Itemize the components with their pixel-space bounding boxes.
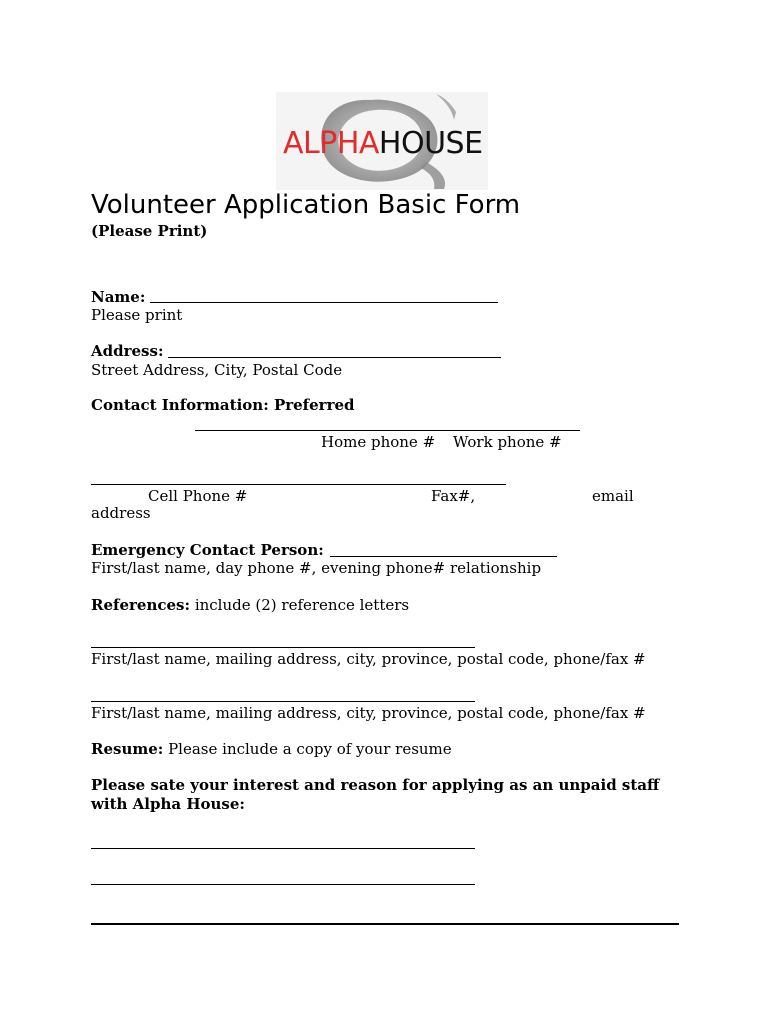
- reference-2-input-line[interactable]: [91, 701, 475, 702]
- reference-1-input-line[interactable]: [91, 647, 475, 648]
- resume-row: [91, 740, 452, 758]
- logo-word-alpha: ALPHA: [283, 126, 379, 161]
- phone-input-line[interactable]: [195, 430, 580, 431]
- work-phone-label: Work phone #: [453, 433, 562, 451]
- interest-input-line-1[interactable]: [91, 848, 475, 849]
- form-subtitle: (Please Print): [91, 222, 208, 240]
- address-label: Address:: [91, 342, 164, 360]
- resume-text: Please include a copy of your resume: [168, 740, 452, 758]
- interest-input-line-3[interactable]: [91, 923, 679, 925]
- name-hint: Please print: [91, 306, 183, 324]
- interest-prompt-line2: with Alpha House:: [91, 795, 245, 813]
- reference-2-hint: First/last name, mailing address, city, province, postal code, phone/fax #: [91, 704, 646, 722]
- contact-heading: Contact Information: Preferred: [91, 396, 355, 414]
- home-phone-label: Home phone #: [321, 433, 436, 451]
- cell-fax-email-input-line[interactable]: [91, 484, 506, 485]
- interest-input-line-2[interactable]: [91, 884, 475, 885]
- address-input-line[interactable]: [168, 357, 501, 358]
- name-input-line[interactable]: [150, 302, 498, 303]
- logo-word-house: HOUSE: [378, 126, 483, 161]
- emergency-contact-input-line[interactable]: [330, 556, 557, 557]
- emergency-contact-hint: First/last name, day phone #, evening phone# relationship: [91, 559, 542, 577]
- emergency-contact-label: Emergency Contact Person:: [91, 541, 324, 559]
- resume-label: Resume:: [91, 740, 164, 758]
- name-label: Name:: [91, 288, 146, 306]
- address-hint: Street Address, City, Postal Code: [91, 361, 343, 379]
- references-text: include (2) reference letters: [194, 596, 410, 614]
- reference-1-hint: First/last name, mailing address, city, province, postal code, phone/fax #: [91, 650, 646, 668]
- email-label-continued: address: [91, 504, 151, 522]
- logo-wordmark: [283, 126, 483, 162]
- form-title: Volunteer Application Basic Form: [91, 190, 521, 220]
- fax-label: Fax#,: [431, 487, 476, 505]
- references-row: [91, 596, 409, 614]
- email-label: email: [592, 487, 634, 505]
- interest-prompt-line1: Please sate your interest and reason for applying as an unpaid staff: [91, 776, 660, 794]
- cell-phone-label: Cell Phone #: [148, 487, 248, 505]
- references-label: References:: [91, 596, 191, 614]
